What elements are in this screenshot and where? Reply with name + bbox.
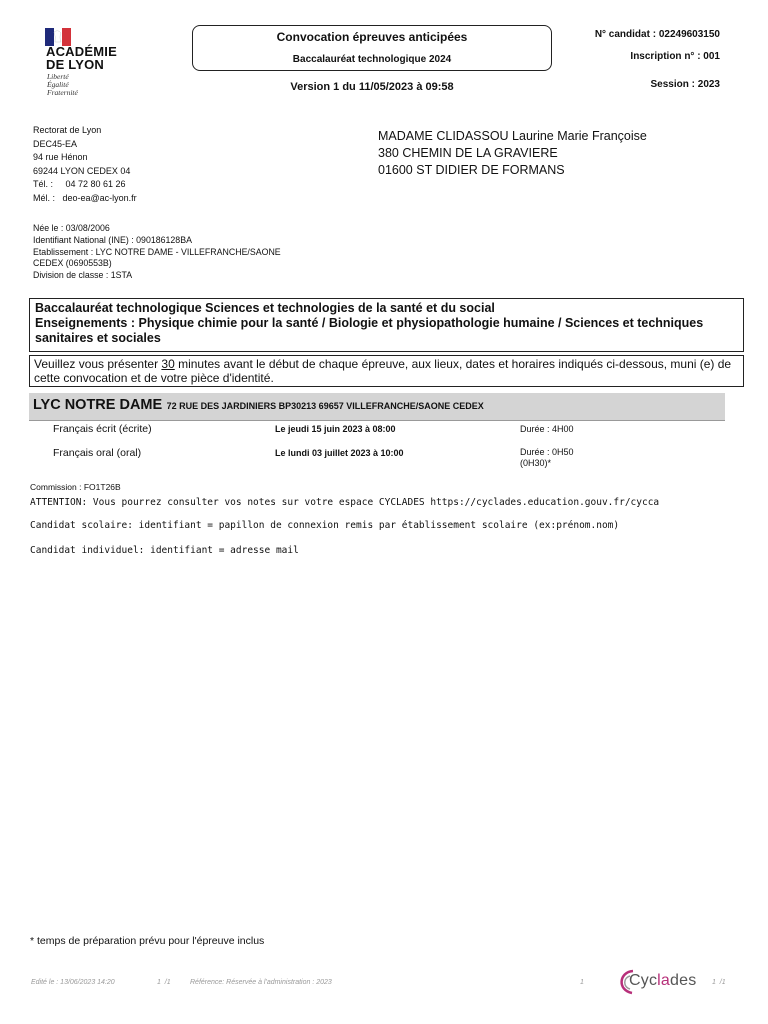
course-subjects: Enseignements : Physique chimie pour la santé / Biologie et physiopathologie humaine / Sciences et techniques sanitaires et sociales bbox=[35, 316, 704, 345]
footnote: * temps de préparation prévu pour l'épreuve inclus bbox=[30, 935, 265, 947]
individual-candidate-message: Candidat individuel: identifiant = adresse mail bbox=[30, 545, 299, 556]
sender-phone: Tél. : 04 72 80 61 26 bbox=[33, 179, 126, 190]
exam-date: Le lundi 03 juillet 2023 à 10:00 bbox=[275, 448, 404, 458]
academie-logo bbox=[36, 22, 126, 104]
school-cont: CEDEX (0690553B) bbox=[33, 258, 112, 269]
class-division: Division de classe : 1STA bbox=[33, 270, 133, 281]
school-candidate-message: Candidat scolaire: identifiant = papillon de connexion remis par établissement scolaire (ex:prénom.nom) bbox=[30, 520, 620, 531]
page-number-right: 1 /1 bbox=[712, 979, 726, 986]
attention-message: ATTENTION: Vous pourrez consulter vos notes sur votre espace CYCLADES https://cyclades.education.gouv.fr/cycca bbox=[30, 497, 660, 508]
session: Session : 2023 bbox=[650, 79, 720, 90]
exam-duration: Durée : 0H50 bbox=[520, 447, 574, 457]
course-title: Baccalauréat technologique Sciences et technologies de la santé et du social bbox=[35, 301, 495, 315]
sender-line: DEC45-EA bbox=[33, 138, 78, 149]
birth-date: Née le : 03/08/2006 bbox=[33, 223, 110, 233]
cyclades-logo bbox=[615, 968, 705, 998]
registration-number: Inscription n° : 001 bbox=[630, 51, 720, 62]
commission: Commission : FO1T26B bbox=[30, 482, 121, 492]
notice-minutes: 30 bbox=[161, 357, 175, 371]
sender-line: Rectorat de Lyon bbox=[33, 125, 102, 135]
recipient-street: 380 CHEMIN DE LA GRAVIERE bbox=[378, 146, 558, 160]
recipient-city: 01600 ST DIDIER DE FORMANS bbox=[378, 163, 565, 177]
academy-name: ACADÉMIE DE LYON bbox=[46, 44, 117, 72]
school: Etablissement : LYC NOTRE DAME - VILLEFRANCHE/SAONE bbox=[33, 246, 281, 257]
exam-duration: Durée : 4H00 bbox=[520, 424, 574, 434]
cyclades-wordmark bbox=[629, 972, 696, 990]
site-address: 72 RUE DES JARDINIERS BP30213 69657 VILLEFRANCHE/SAONE CEDEX bbox=[166, 401, 484, 411]
notice-before: Veuillez vous présenter bbox=[34, 357, 162, 371]
notice-after: minutes avant le début de chaque épreuve, aux lieux, dates et horaires indiqués ci-dessous, muni (e) de cette convocation et de votre pièce d'identité. bbox=[34, 357, 732, 385]
exam-name: Français écrit (écrite) bbox=[53, 423, 152, 435]
sender-email: Mél. : deo-ea@ac-lyon.fr bbox=[33, 192, 137, 203]
exam-prep-time: (0H30)* bbox=[520, 458, 552, 468]
exam-site bbox=[29, 393, 725, 421]
candidate-number: N° candidat : 02249603150 bbox=[594, 29, 720, 40]
page-number: 1 /1 bbox=[157, 979, 171, 986]
brand-part3: des bbox=[670, 972, 697, 989]
sender-line: 69244 LYON CEDEX 04 bbox=[33, 165, 131, 176]
convocation-header bbox=[192, 25, 552, 71]
republic-motto: Liberté Égalité Fraternité bbox=[47, 72, 78, 97]
version-line: Version 1 du 11/05/2023 à 09:58 bbox=[290, 81, 454, 93]
arrival-notice bbox=[29, 355, 744, 387]
reference: Référence: Réservée à l'administration : 2023 bbox=[190, 979, 332, 986]
document-subtitle: Baccalauréat technologique 2024 bbox=[292, 54, 452, 65]
site-name: LYC NOTRE DAME bbox=[33, 397, 163, 413]
sender-line: 94 rue Hénon bbox=[33, 152, 88, 163]
candidate-info bbox=[33, 223, 333, 282]
recipient-address bbox=[378, 128, 647, 179]
footer-mark: 1 bbox=[580, 979, 584, 986]
sender-address bbox=[33, 124, 137, 206]
ine-number: Identifiant National (INE) : 090186128BA bbox=[33, 234, 192, 245]
brand-part2: la bbox=[657, 972, 671, 989]
recipient-name: MADAME CLIDASSOU Laurine Marie Françoise bbox=[378, 129, 647, 143]
brand-part1: Cyc bbox=[629, 972, 658, 989]
exam-date: Le jeudi 15 juin 2023 à 08:00 bbox=[275, 424, 396, 434]
document-title: Convocation épreuves anticipées bbox=[276, 30, 468, 44]
course-box bbox=[29, 298, 744, 352]
exam-duration-block bbox=[520, 447, 574, 469]
exam-name: Français oral (oral) bbox=[53, 447, 142, 459]
edited-date: Edité le : 13/06/2023 14:20 bbox=[31, 979, 115, 986]
